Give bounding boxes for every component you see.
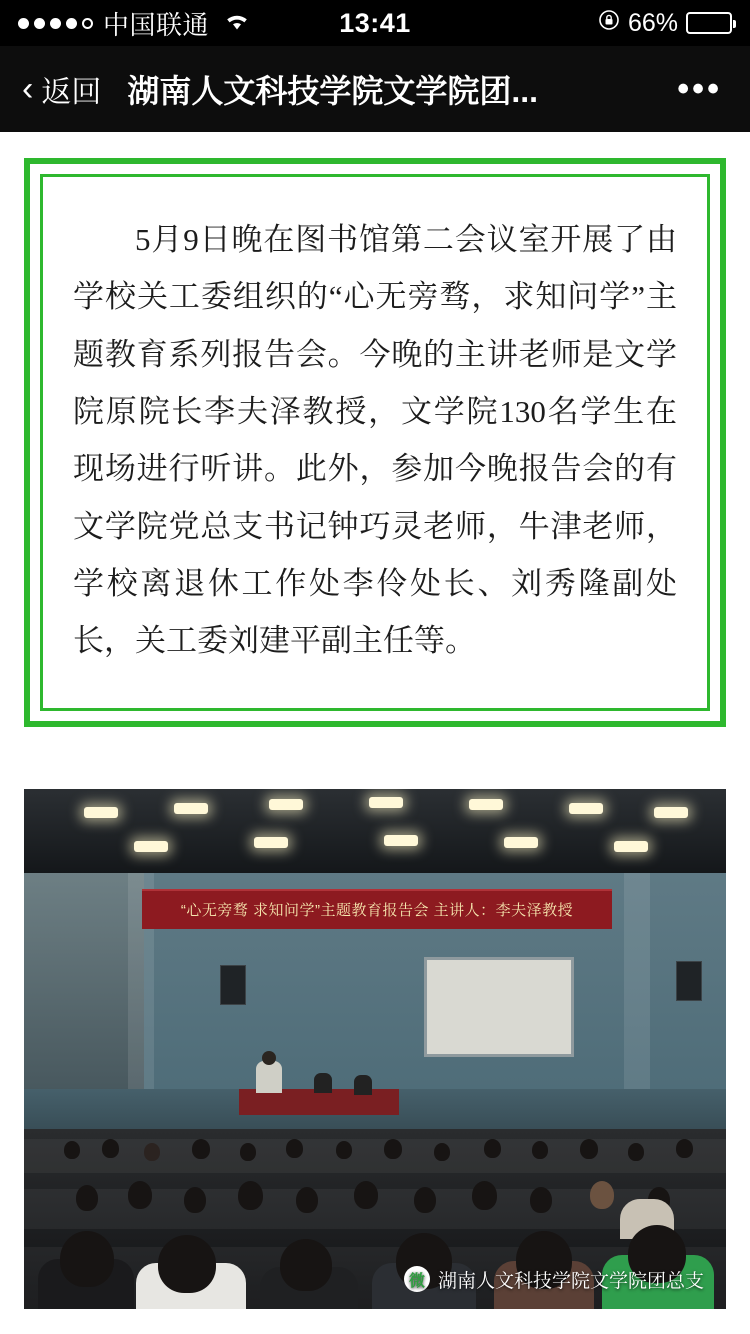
photo-banner [142, 889, 612, 929]
more-options-icon[interactable]: ••• [677, 69, 722, 108]
battery-icon [686, 12, 732, 34]
photo-watermark-text: 湖南人文科技学院文学院团总支 [437, 1270, 704, 1292]
presenter-head [262, 1051, 276, 1065]
speaker-right-icon [676, 961, 702, 1001]
speaker-left-icon [220, 965, 246, 1005]
photo-banner-text: “心无旁骛 求知问学”主题教育报告会 主讲人：李夫泽教授 [180, 902, 574, 920]
signal-strength-icon [18, 18, 93, 29]
status-bar [0, 0, 750, 46]
status-bar-right [598, 9, 732, 38]
article-framed-box [24, 158, 726, 727]
presenter-figure [256, 1061, 282, 1093]
page-title: 湖南人文科技学院文学院团... [127, 73, 539, 109]
photo-watermark [404, 1266, 704, 1293]
navigation-bar [0, 46, 750, 132]
wifi-icon [223, 8, 251, 39]
back-button-label: 返回 [41, 76, 102, 109]
article-inner-frame [40, 174, 710, 711]
battery-percent-label: 66% [627, 8, 678, 37]
status-bar-left [18, 5, 251, 42]
photo-wall-left-panel [24, 873, 144, 1103]
article-photo-wrapper [24, 789, 726, 1309]
wechat-logo-icon: 微 [404, 1266, 430, 1292]
back-button[interactable] [22, 67, 101, 111]
article-body-text: 5月9日晚在图书馆第二会议室开展了由学校关工委组织的“心无旁骛，求知问学”主题教育系列报告会。今晚的主讲老师是文学院原院长李夫泽教授，文学院130名学生在现场进行听讲。此外，参加今晚报告会的有文学院党总支书记钟巧灵老师，牛津老师，学校离退休工作处李伶处长、刘秀隆副处长，关工委刘建平副主任等。 [73, 222, 677, 659]
chevron-left-icon: ‹ [22, 70, 34, 108]
article-content [0, 132, 750, 1334]
projection-screen [424, 957, 574, 1057]
rotation-lock-icon [598, 9, 620, 38]
carrier-label: 中国联通 [103, 9, 210, 40]
clock-label: 13:41 [339, 7, 411, 38]
lecture-hall-photo[interactable] [24, 789, 726, 1309]
